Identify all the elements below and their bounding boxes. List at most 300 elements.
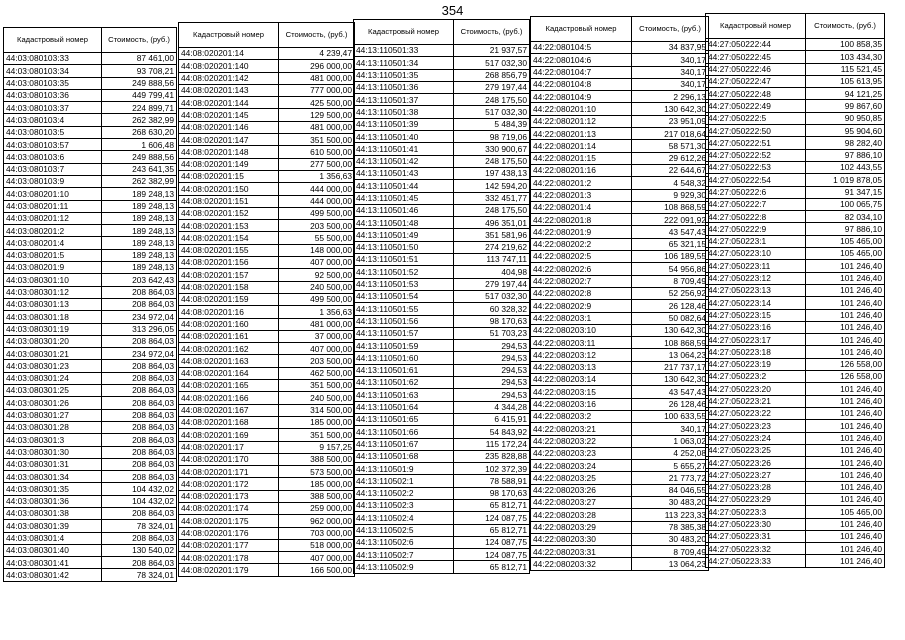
cadastral-number-cell: 44:08:020201:152 xyxy=(179,207,279,219)
cost-cell: 13 064,23 xyxy=(632,558,709,570)
table-row xyxy=(179,48,355,60)
table-header-row xyxy=(531,17,709,42)
table-row xyxy=(4,249,177,261)
cost-cell: 108 868,59 xyxy=(632,201,709,213)
cost-cell: 13 064,23 xyxy=(632,349,709,361)
cadastral-number-cell: 44:22:080203:31 xyxy=(531,546,632,558)
cost-cell: 496 351,01 xyxy=(454,217,530,229)
table-row xyxy=(4,323,177,335)
cadastral-number-cell: 44:08:020201:144 xyxy=(179,97,279,109)
cost-cell: 240 500,00 xyxy=(279,392,355,404)
table-row xyxy=(531,374,709,386)
cost-cell: 462 500,00 xyxy=(279,367,355,379)
table-row xyxy=(4,397,177,409)
cost-cell: 8 709,49 xyxy=(632,275,709,287)
cadastral-number-cell: 44:22:080202:6 xyxy=(531,263,632,275)
cost-cell: 65 812,71 xyxy=(454,499,530,511)
table-row xyxy=(531,558,709,570)
cost-cell: 65 812,71 xyxy=(454,524,530,536)
header-cadastral-number: Кадастровый номер xyxy=(179,23,279,48)
cost-cell: 65 812,71 xyxy=(454,561,530,573)
cost-cell: 105 465,00 xyxy=(806,235,885,247)
table-row xyxy=(4,495,177,507)
cost-cell: 189 248,13 xyxy=(102,249,177,261)
table-row xyxy=(4,126,177,138)
cadastral-number-cell: 44:22:080201:8 xyxy=(531,214,632,226)
cost-cell: 499 500,00 xyxy=(279,207,355,219)
cost-cell: 185 000,00 xyxy=(279,416,355,428)
cadastral-number-cell: 44:22:080203:25 xyxy=(531,472,632,484)
cadastral-number-cell: 44:08:020201:157 xyxy=(179,269,279,281)
table-row xyxy=(531,42,709,54)
cost-cell: 34 837,95 xyxy=(632,42,709,54)
cost-cell: 208 864,03 xyxy=(102,446,177,458)
table-row xyxy=(179,330,355,342)
cost-cell: 124 087,75 xyxy=(454,536,530,548)
table-row xyxy=(179,416,355,428)
cadastral-number-cell: 44:08:020201:167 xyxy=(179,404,279,416)
cadastral-number-cell: 44:22:080203:23 xyxy=(531,447,632,459)
cost-cell: 9 157,25 xyxy=(279,441,355,453)
header-cadastral-number: Кадастровый номер xyxy=(354,20,454,45)
table-row xyxy=(354,155,530,167)
cost-cell: 54 956,86 xyxy=(632,263,709,275)
table-row xyxy=(706,530,885,542)
cadastral-number-cell: 44:03:080301:30 xyxy=(4,446,102,458)
cost-cell: 22 644,67 xyxy=(632,164,709,176)
table-row xyxy=(706,493,885,505)
cadastral-number-cell: 44:27:050223:22 xyxy=(706,407,806,419)
cost-cell: 37 000,00 xyxy=(279,330,355,342)
cost-cell: 208 864,03 xyxy=(102,372,177,384)
table-row xyxy=(531,226,709,238)
cost-cell: 102 372,39 xyxy=(454,463,530,475)
cadastral-number-cell: 44:08:020201:156 xyxy=(179,257,279,269)
table-row xyxy=(179,170,355,182)
cost-cell: 189 248,13 xyxy=(102,237,177,249)
table-row xyxy=(531,103,709,115)
table-row xyxy=(531,263,709,275)
table-row xyxy=(531,152,709,164)
cadastral-number-cell: 44:08:020201:143 xyxy=(179,84,279,96)
cadastral-number-cell: 44:08:020201:172 xyxy=(179,478,279,490)
table-row xyxy=(354,487,530,499)
table-row xyxy=(706,383,885,395)
table-row xyxy=(531,177,709,189)
cadastral-number-cell: 44:08:020201:166 xyxy=(179,392,279,404)
cost-cell: 240 500,00 xyxy=(279,281,355,293)
cost-cell: 274 219,62 xyxy=(454,241,530,253)
cadastral-number-cell: 44:27:050223:18 xyxy=(706,346,806,358)
cadastral-number-cell: 44:03:080301:23 xyxy=(4,360,102,372)
table-row xyxy=(531,201,709,213)
cost-cell: 130 540,02 xyxy=(102,544,177,556)
cadastral-number-cell: 44:22:080203:22 xyxy=(531,435,632,447)
cadastral-number-cell: 44:22:080203:10 xyxy=(531,324,632,336)
table-row xyxy=(354,143,530,155)
cost-cell: 294,53 xyxy=(454,340,530,352)
table-row xyxy=(706,248,885,260)
cost-cell: 21 937,57 xyxy=(454,45,530,57)
cost-cell: 51 703,23 xyxy=(454,327,530,339)
cost-cell: 425 500,00 xyxy=(279,97,355,109)
table-row xyxy=(4,544,177,556)
cadastral-number-cell: 44:08:020201:142 xyxy=(179,72,279,84)
cost-cell: 148 000,00 xyxy=(279,244,355,256)
cadastral-number-cell: 44:13:110501:44 xyxy=(354,180,454,192)
cadastral-number-cell: 44:13:110502:7 xyxy=(354,549,454,561)
cost-cell: 98 719,06 xyxy=(454,131,530,143)
cost-cell: 101 246,40 xyxy=(806,334,885,346)
cadastral-number-cell: 44:08:020201:146 xyxy=(179,121,279,133)
table-row xyxy=(179,269,355,281)
cost-cell: 243 641,35 xyxy=(102,163,177,175)
table-row xyxy=(4,532,177,544)
cadastral-number-cell: 44:13:110502:5 xyxy=(354,524,454,536)
cost-cell: 407 000,00 xyxy=(279,257,355,269)
table-row xyxy=(354,549,530,561)
cadastral-number-cell: 44:22:080201:4 xyxy=(531,201,632,213)
cadastral-number-cell: 44:13:110501:45 xyxy=(354,192,454,204)
cost-cell: 351 500,00 xyxy=(279,380,355,392)
cadastral-number-cell: 44:13:110502:2 xyxy=(354,487,454,499)
table-row xyxy=(706,112,885,124)
cadastral-number-cell: 44:03:080301:26 xyxy=(4,397,102,409)
table-row xyxy=(706,284,885,296)
cadastral-number-cell: 44:22:080201:12 xyxy=(531,115,632,127)
cadastral-number-cell: 44:27:050222:6 xyxy=(706,186,806,198)
cost-cell: 262 382,99 xyxy=(102,114,177,126)
cadastral-number-cell: 44:08:020201:153 xyxy=(179,220,279,232)
table-row xyxy=(354,69,530,81)
cadastral-number-cell: 44:13:110502:6 xyxy=(354,536,454,548)
cadastral-number-cell: 44:27:050222:9 xyxy=(706,223,806,235)
cost-cell: 101 246,40 xyxy=(806,407,885,419)
header-cost: Стоимость, (руб.) xyxy=(102,28,177,53)
table-row xyxy=(531,251,709,263)
cadastral-number-cell: 44:13:110501:53 xyxy=(354,278,454,290)
cost-cell: 101 246,40 xyxy=(806,309,885,321)
cadastral-number-cell: 44:27:050223:21 xyxy=(706,395,806,407)
table-row xyxy=(706,518,885,530)
table-row xyxy=(179,158,355,170)
table-row xyxy=(531,324,709,336)
table-row xyxy=(531,115,709,127)
table-row xyxy=(354,303,530,315)
cost-cell: 481 000,00 xyxy=(279,318,355,330)
cadastral-number-cell: 44:27:050223:12 xyxy=(706,272,806,284)
cadastral-number-cell: 44:13:110501:51 xyxy=(354,254,454,266)
cadastral-number-cell: 44:22:080104:6 xyxy=(531,54,632,66)
cadastral-number-cell: 44:13:110501:63 xyxy=(354,389,454,401)
cadastral-number-cell: 44:08:020201:168 xyxy=(179,416,279,428)
table-header-row xyxy=(179,23,355,48)
cadastral-number-cell: 44:08:020201:169 xyxy=(179,429,279,441)
cost-cell: 105 465,00 xyxy=(806,248,885,260)
table-row xyxy=(179,244,355,256)
cadastral-number-cell: 44:03:080201:5 xyxy=(4,249,102,261)
table-row xyxy=(4,409,177,421)
cadastral-number-cell: 44:03:080201:9 xyxy=(4,262,102,274)
table-row xyxy=(706,297,885,309)
cost-cell: 189 248,13 xyxy=(102,188,177,200)
cadastral-number-cell: 44:08:020201:163 xyxy=(179,355,279,367)
table-row xyxy=(706,469,885,481)
table-row xyxy=(179,207,355,219)
cadastral-number-cell: 44:22:080203:30 xyxy=(531,533,632,545)
table-row xyxy=(531,546,709,558)
cost-cell: 777 000,00 xyxy=(279,84,355,96)
cost-cell: 108 868,59 xyxy=(632,337,709,349)
cadastral-number-cell: 44:22:080203:24 xyxy=(531,460,632,472)
cost-cell: 97 886,10 xyxy=(806,223,885,235)
cost-cell: 208 864,03 xyxy=(102,557,177,569)
cadastral-number-cell: 44:08:020201:158 xyxy=(179,281,279,293)
table-row xyxy=(354,536,530,548)
cost-cell: 208 864,03 xyxy=(102,507,177,519)
cost-cell: 103 434,30 xyxy=(806,51,885,63)
cost-cell: 29 612,26 xyxy=(632,152,709,164)
cost-cell: 517 032,30 xyxy=(454,57,530,69)
cadastral-number-cell: 44:22:080104:7 xyxy=(531,66,632,78)
cadastral-number-cell: 44:22:080203:21 xyxy=(531,423,632,435)
cost-cell: 101 246,40 xyxy=(806,420,885,432)
table-row xyxy=(531,398,709,410)
table-row xyxy=(354,180,530,192)
cost-cell: 1 606,48 xyxy=(102,139,177,151)
cadastral-number-cell: 44:03:080201:4 xyxy=(4,237,102,249)
cadastral-number-cell: 44:03:080301:39 xyxy=(4,520,102,532)
cost-cell: 54 843,92 xyxy=(454,426,530,438)
cost-cell: 189 248,13 xyxy=(102,212,177,224)
cadastral-number-cell: 44:27:050222:52 xyxy=(706,149,806,161)
page-number: 354 xyxy=(441,3,464,18)
cost-cell: 101 246,40 xyxy=(806,444,885,456)
cadastral-number-cell: 44:22:080201:16 xyxy=(531,164,632,176)
table-row xyxy=(4,434,177,446)
cost-cell: 208 864,03 xyxy=(102,397,177,409)
cadastral-number-cell: 44:13:110501:40 xyxy=(354,131,454,143)
table-row xyxy=(531,214,709,226)
table-row xyxy=(4,311,177,323)
table-row xyxy=(706,137,885,149)
cadastral-number-cell: 44:27:050223:14 xyxy=(706,297,806,309)
cost-cell: 43 547,43 xyxy=(632,386,709,398)
table-row xyxy=(4,483,177,495)
table-row xyxy=(354,413,530,425)
table-row xyxy=(4,520,177,532)
cadastral-number-cell: 44:22:080202:9 xyxy=(531,300,632,312)
cost-cell: 104 432,02 xyxy=(102,483,177,495)
cadastral-number-cell: 44:27:050223:31 xyxy=(706,530,806,542)
cadastral-number-cell: 44:13:110501:49 xyxy=(354,229,454,241)
cost-cell: 444 000,00 xyxy=(279,183,355,195)
header-cost: Стоимость, (руб.) xyxy=(806,14,885,39)
table-row xyxy=(179,429,355,441)
cost-cell: 98 170,63 xyxy=(454,487,530,499)
cadastral-number-cell: 44:03:080301:20 xyxy=(4,335,102,347)
cadastral-number-cell: 44:13:110502:1 xyxy=(354,475,454,487)
table-row xyxy=(706,88,885,100)
cadastral-number-cell: 44:03:080301:41 xyxy=(4,557,102,569)
table-row xyxy=(354,364,530,376)
cadastral-number-cell: 44:22:080201:13 xyxy=(531,128,632,140)
cost-cell: 115 172,24 xyxy=(454,438,530,450)
table-row xyxy=(4,385,177,397)
table-row xyxy=(531,496,709,508)
table-row xyxy=(4,114,177,126)
cost-cell: 340,17 xyxy=(632,54,709,66)
table-row xyxy=(4,335,177,347)
cost-cell: 82 034,10 xyxy=(806,211,885,223)
table-row xyxy=(354,167,530,179)
table-row xyxy=(531,410,709,422)
table-row xyxy=(706,457,885,469)
cost-cell: 313 296,05 xyxy=(102,323,177,335)
cadastral-number-cell: 44:03:080103:35 xyxy=(4,77,102,89)
cadastral-table-5 xyxy=(705,13,885,568)
cadastral-number-cell: 44:22:080203:12 xyxy=(531,349,632,361)
cost-cell: 249 888,56 xyxy=(102,151,177,163)
cost-cell: 100 858,35 xyxy=(806,39,885,51)
cadastral-number-cell: 44:22:080104:9 xyxy=(531,91,632,103)
cadastral-number-cell: 44:27:050223:25 xyxy=(706,444,806,456)
cost-cell: 1 356,63 xyxy=(279,306,355,318)
cadastral-table-4 xyxy=(530,16,709,571)
table-row xyxy=(179,343,355,355)
table-row xyxy=(4,237,177,249)
cost-cell: 294,53 xyxy=(454,352,530,364)
cadastral-number-cell: 44:13:110501:60 xyxy=(354,352,454,364)
table-row xyxy=(179,502,355,514)
table-row xyxy=(354,340,530,352)
table-row xyxy=(179,134,355,146)
cadastral-number-cell: 44:03:080301:24 xyxy=(4,372,102,384)
table-row xyxy=(706,260,885,272)
cadastral-number-cell: 44:13:110501:52 xyxy=(354,266,454,278)
table-row xyxy=(531,91,709,103)
table-row xyxy=(531,484,709,496)
cost-cell: 294,53 xyxy=(454,389,530,401)
table-row xyxy=(179,121,355,133)
cost-cell: 444 000,00 xyxy=(279,195,355,207)
cost-cell: 78 324,01 xyxy=(102,569,177,581)
cadastral-number-cell: 44:03:080301:34 xyxy=(4,471,102,483)
cadastral-number-cell: 44:03:080301:36 xyxy=(4,495,102,507)
cadastral-number-cell: 44:13:110501:65 xyxy=(354,413,454,425)
cadastral-number-cell: 44:08:020201:150 xyxy=(179,183,279,195)
table-row xyxy=(354,266,530,278)
cost-cell: 130 642,30 xyxy=(632,324,709,336)
cadastral-number-cell: 44:27:050223:29 xyxy=(706,493,806,505)
cadastral-number-cell: 44:13:110501:48 xyxy=(354,217,454,229)
cadastral-number-cell: 44:13:110502:4 xyxy=(354,512,454,524)
table-row xyxy=(706,125,885,137)
table-row xyxy=(531,435,709,447)
table-row xyxy=(4,421,177,433)
table-row xyxy=(531,189,709,201)
cost-cell: 115 521,45 xyxy=(806,63,885,75)
cost-cell: 208 864,03 xyxy=(102,286,177,298)
table-row xyxy=(354,450,530,462)
cost-cell: 4 548,32 xyxy=(632,177,709,189)
cadastral-number-cell: 44:08:020201:149 xyxy=(179,158,279,170)
table-row xyxy=(4,348,177,360)
table-row xyxy=(706,371,885,383)
cadastral-number-cell: 44:03:080201:10 xyxy=(4,188,102,200)
table-row xyxy=(354,94,530,106)
cadastral-number-cell: 44:22:080201:14 xyxy=(531,140,632,152)
cost-cell: 105 613,95 xyxy=(806,75,885,87)
table-row xyxy=(4,262,177,274)
cadastral-number-cell: 44:03:080301:21 xyxy=(4,348,102,360)
cadastral-number-cell: 44:27:050223:2 xyxy=(706,371,806,383)
cadastral-number-cell: 44:22:080203:15 xyxy=(531,386,632,398)
cadastral-number-cell: 44:13:110501:46 xyxy=(354,204,454,216)
cost-cell: 97 886,10 xyxy=(806,149,885,161)
table-row xyxy=(179,146,355,158)
cost-cell: 78 385,38 xyxy=(632,521,709,533)
table-row xyxy=(354,81,530,93)
table-row xyxy=(706,346,885,358)
cost-cell: 248 175,50 xyxy=(454,155,530,167)
cost-cell: 518 000,00 xyxy=(279,539,355,551)
cost-cell: 94 121,25 xyxy=(806,88,885,100)
cost-cell: 5 484,39 xyxy=(454,118,530,130)
cadastral-number-cell: 44:27:050223:28 xyxy=(706,481,806,493)
table-row xyxy=(531,472,709,484)
table-row xyxy=(179,404,355,416)
table-row xyxy=(179,293,355,305)
table-row xyxy=(354,106,530,118)
cadastral-number-cell: 44:27:050223:24 xyxy=(706,432,806,444)
cost-cell: 101 246,40 xyxy=(806,432,885,444)
cost-cell: 340,17 xyxy=(632,423,709,435)
cost-cell: 1 356,63 xyxy=(279,170,355,182)
table-row xyxy=(706,174,885,186)
cadastral-number-cell: 44:13:110502:9 xyxy=(354,561,454,573)
cost-cell: 90 950,85 xyxy=(806,112,885,124)
cost-cell: 217 737,17 xyxy=(632,361,709,373)
table-row xyxy=(706,235,885,247)
cost-cell: 407 000,00 xyxy=(279,552,355,564)
table-row xyxy=(179,453,355,465)
cadastral-number-cell: 44:27:050222:45 xyxy=(706,51,806,63)
cadastral-number-cell: 44:27:050223:19 xyxy=(706,358,806,370)
cadastral-number-cell: 44:08:020201:165 xyxy=(179,380,279,392)
cadastral-number-cell: 44:27:050222:49 xyxy=(706,100,806,112)
table-row xyxy=(706,555,885,567)
cost-cell: 142 594,20 xyxy=(454,180,530,192)
cost-cell: 26 128,46 xyxy=(632,300,709,312)
cost-cell: 104 432,02 xyxy=(102,495,177,507)
cost-cell: 130 642,30 xyxy=(632,374,709,386)
table-row xyxy=(354,475,530,487)
cadastral-number-cell: 44:27:050222:5 xyxy=(706,112,806,124)
table-row xyxy=(706,272,885,284)
table-row xyxy=(531,66,709,78)
cost-cell: 332 451,77 xyxy=(454,192,530,204)
cadastral-number-cell: 44:27:050222:48 xyxy=(706,88,806,100)
cadastral-table-1 xyxy=(3,27,177,582)
table-row xyxy=(706,161,885,173)
cost-cell: 610 500,00 xyxy=(279,146,355,158)
cost-cell: 2 296,13 xyxy=(632,91,709,103)
cost-cell: 60 328,32 xyxy=(454,303,530,315)
cost-cell: 224 899,71 xyxy=(102,102,177,114)
cost-cell: 101 246,40 xyxy=(806,284,885,296)
cost-cell: 101 246,40 xyxy=(806,297,885,309)
